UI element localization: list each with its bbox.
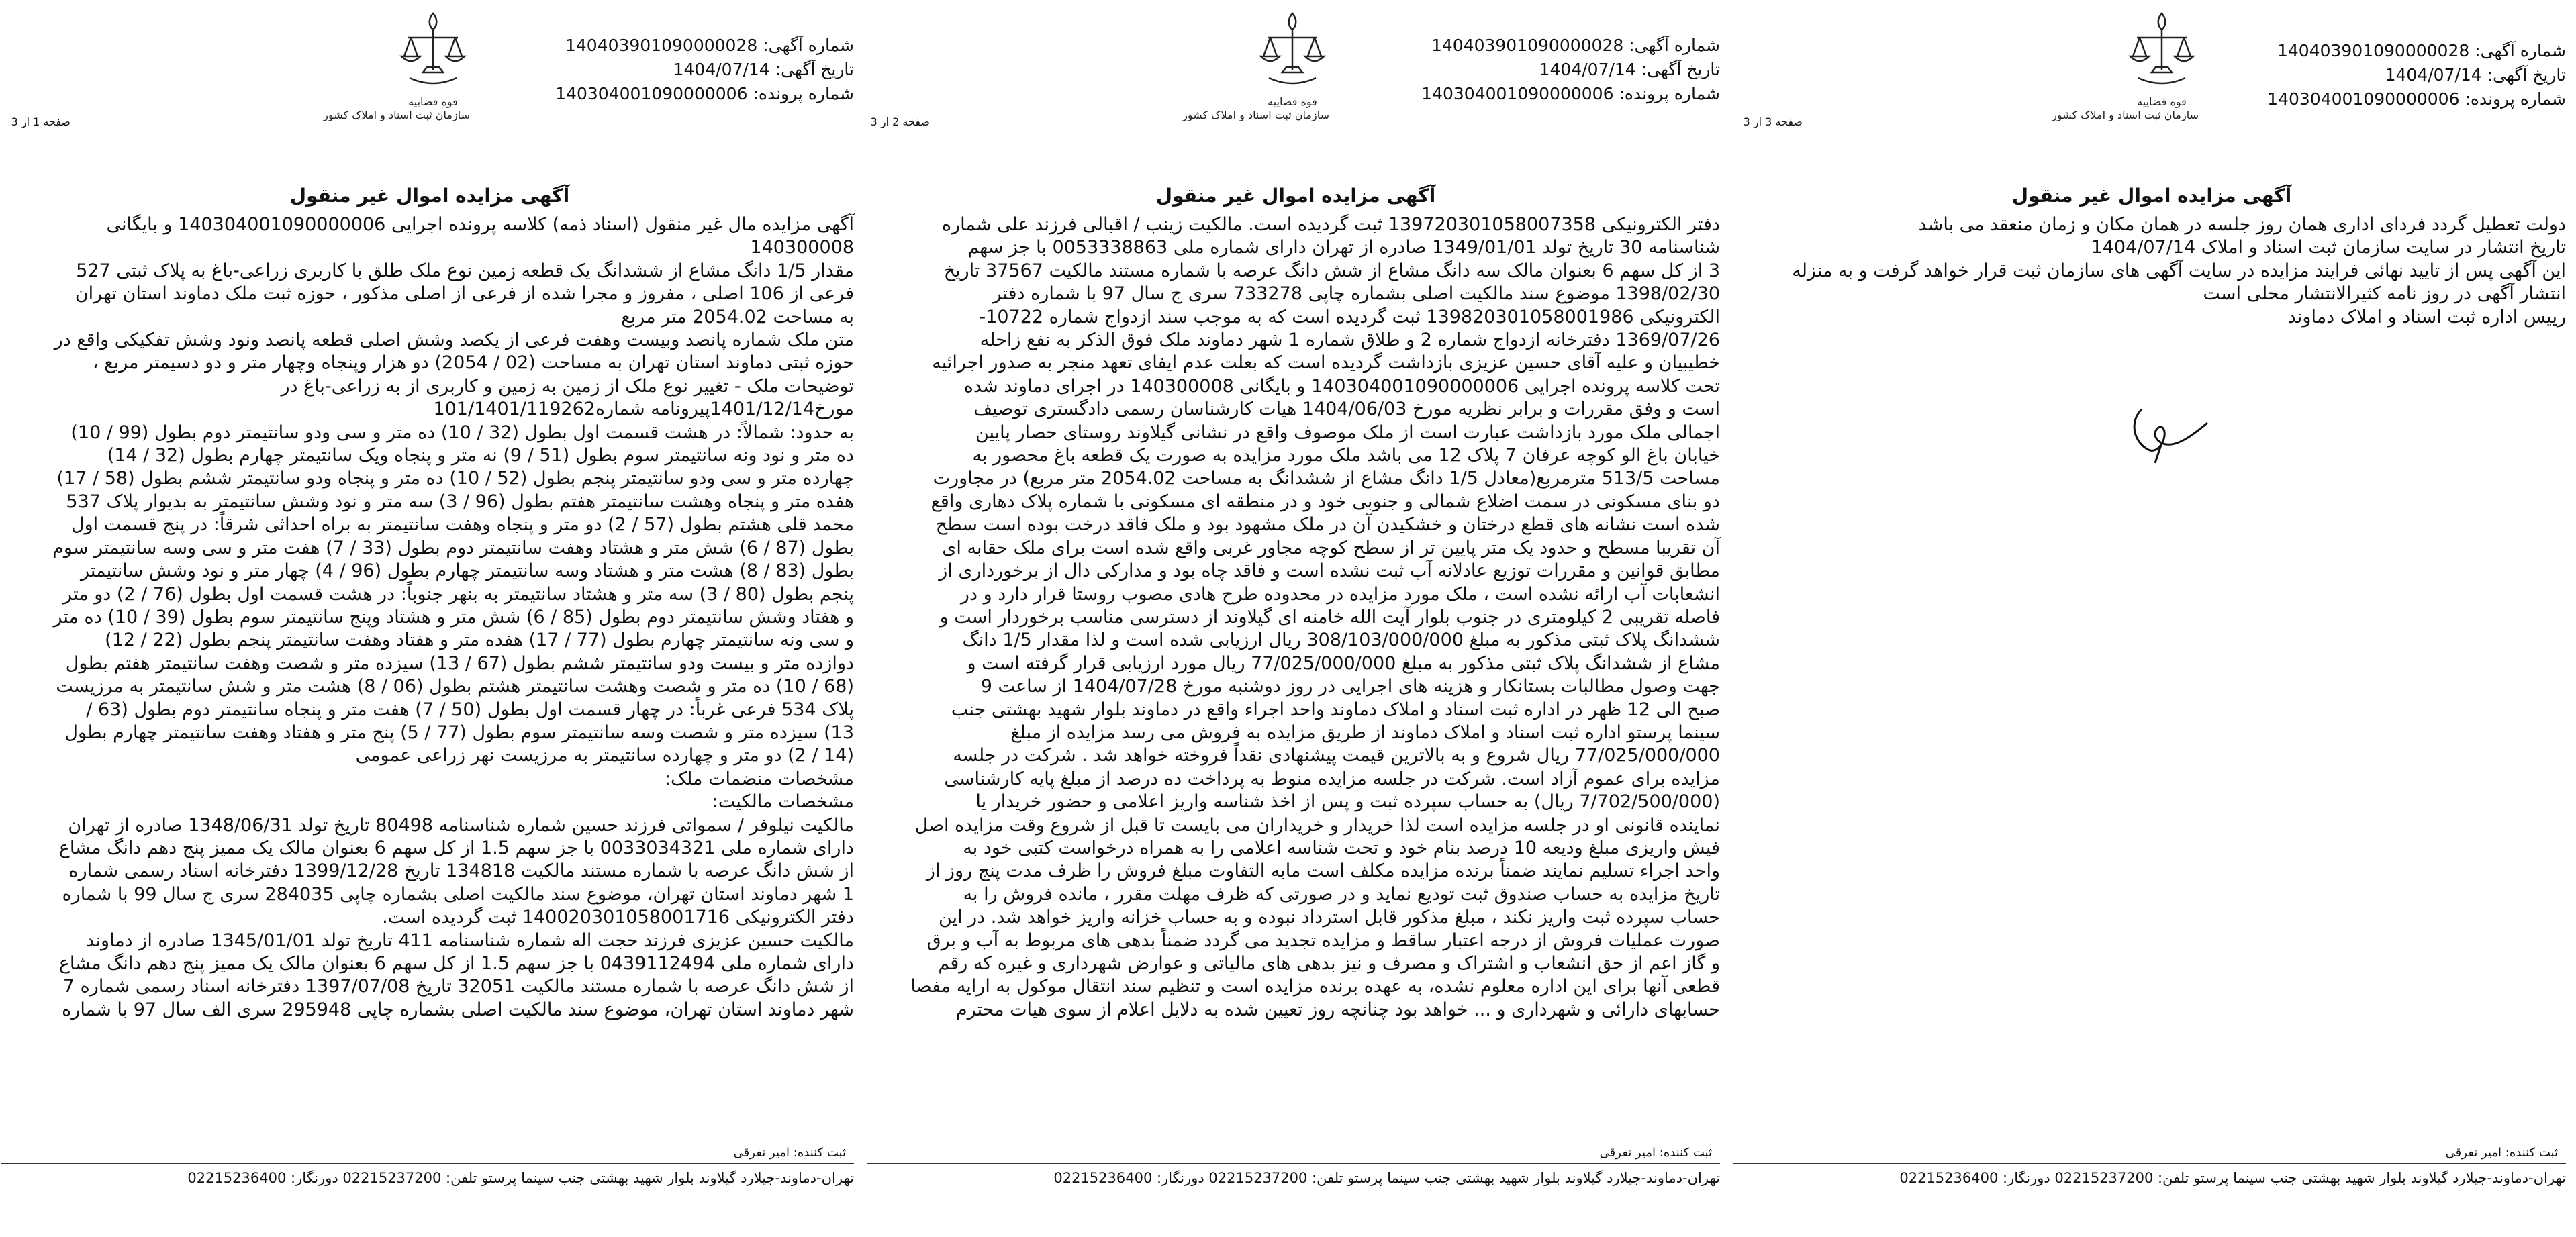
file-number-label: شماره پرونده: bbox=[1619, 84, 1720, 103]
body-line: حساب سپرده ثبت واریز نکند ، مبلغ مذکور قابل استرداد نبوده و به حساب خزانه واریز خواهد شد. در این bbox=[938, 907, 1720, 928]
page-number: صفحه 1 از 3 bbox=[11, 115, 70, 128]
body-line: نماینده قانونی او در جلسه مزایده است لذا خریدار و خریداران می بایست تا قبل از شروع وقت مزایده اصل bbox=[914, 814, 1720, 836]
file-number-label: شماره پرونده: bbox=[753, 84, 854, 103]
body-line: حسابهای دارائی و شهرداری و ... خواهد بود چنانچه روز تعیین شده به دلایل اعلام از سوی هیات محترم bbox=[955, 999, 1720, 1020]
notice-meta bbox=[2267, 39, 2566, 111]
body-line: خیابان باغ الو کوچه عرفان 7 پلاک 12 می باشد ملک مورد مزایده به صورت یک قطعه باغ محصور به bbox=[972, 445, 1720, 466]
body-line: (68 / 10) ده متر و شصت وهشت سانتیمتر هشتم بطول (06 / 8) هشت متر و شش سانتیمتر به مرزیست bbox=[56, 676, 854, 697]
ad-number: 140403901090000028 bbox=[565, 36, 758, 55]
notice-title: آگهی مزایده اموال غیر منقول bbox=[289, 185, 570, 207]
file-number: 140304001090000006 bbox=[555, 84, 748, 103]
judiciary-emblem bbox=[2052, 5, 2199, 126]
notice-body bbox=[8, 213, 854, 1022]
ad-date-label: تاریخ آگهی: bbox=[1641, 60, 1720, 79]
body-line: سینما پرستو اداره ثبت اسناد و املاک دماوند از طریق مزایده به فروش می رسد مزایده از مبلغ bbox=[1010, 722, 1720, 743]
footer-registrar: ثبت کننده: امیر تفرقی bbox=[2445, 1146, 2558, 1160]
body-line: مزایده برای عموم آزاد است. شرکت در جلسه مزایده منوط به پرداخت ده درصد از مبلغ پایه کارشناسی bbox=[944, 768, 1720, 789]
body-line: از شش دانگ عرصه با شماره مستند مالکیت 32051 تاریخ 1397/07/08 دفترخانه اسناد رسمی شماره 7 bbox=[62, 976, 854, 997]
body-line: از شش دانگ عرصه با شماره مستند مالکیت 134818 تاریخ 1399/12/28 دفترخانه اسناد رسمی شماره bbox=[68, 860, 854, 882]
ad-number-label: شماره آگهی: bbox=[763, 36, 854, 55]
ad-number: 140403901090000028 bbox=[2277, 41, 2470, 60]
body-line: بطول (87 / 6) شش متر و هشتاد وهفت سانتیمتر دوم بطول (33 / 7) هفت متر و سی وسه سانتیمتر سوم bbox=[52, 537, 854, 558]
ad-date: 1404/07/14 bbox=[1539, 60, 1636, 79]
body-line: شهر دماوند استان تهران، موضوع سند مالکیت اصلی بشماره چاپی 295948 سری الف سال 97 با شماره bbox=[62, 999, 854, 1020]
body-line: مشخصات منضمات ملک: bbox=[664, 768, 854, 789]
body-line: مورخ1401/12/14پیرونامه شماره101/1401/119262 bbox=[433, 399, 854, 420]
body-line: دولت تعطیل گردد فردای اداری همان روز جلسه در همان مکان و زمان منعقد می باشد bbox=[1918, 214, 2566, 235]
body-line: قطعی آنها برای این اداره معلوم نشده، به عهده برنده مزایده است و تنظیم سند انتقال موکول به ارایه مفصا bbox=[910, 976, 1720, 997]
scales-emblem-icon bbox=[1255, 5, 1329, 93]
body-line: صبح الی 12 ظهر در اداره ثبت اسناد و املاک دماوند واحد اجراء واقع در دماوند بلوار شهید بهشتی جنب bbox=[951, 699, 1720, 720]
body-line: جهت وصول مطالبات بستانکار و هزینه های اجرایی در روز دوشنبه مورخ 1404/07/28 از ساعت 9 bbox=[980, 676, 1720, 697]
body-line: 140300008 bbox=[750, 237, 854, 258]
body-line: هفده متر و پنجاه وهشت سانتیمتر هفتم بطول (96 / 3) سه متر و نود وشش سانتیمتر به بدیوار پلاک 537 bbox=[66, 491, 854, 512]
body-line: آگهی مزایده مال غیر منقول (اسناد ذمه) کلاسه پرونده اجرایی 140304001090000006 و بایگانی bbox=[106, 214, 854, 235]
body-line: متن ملک شماره پانصد وبیست وهفت فرعی از یکصد وشش اصلی قطعه پانصد ونود وشش تفکیکی واقع در bbox=[54, 330, 854, 351]
body-line: و سی ونه سانتیمتر چهارم بطول (77 / 17) هفده متر و هفتاد وهفت سانتیمتر پنجم بطول (22 / 12) bbox=[105, 630, 854, 651]
footer-address: تهران-دماوند-جیلارد گیلاوند بلوار شهید بهشتی جنب سینما پرستو تلفن: 02215237200 دورنگار: 02215236400 bbox=[1053, 1170, 1720, 1186]
scales-emblem-icon bbox=[2125, 5, 2199, 93]
body-line: تاریخ انتشار در سایت سازمان ثبت اسناد و املاک 1404/07/14 bbox=[2091, 237, 2566, 258]
body-line: 13) سیزده متر و شصت وسه سانتیمتر سوم بطول (77 / 5) پنج متر و هفتاد وهفت سانتیمتر چهارم بطول bbox=[64, 722, 854, 743]
body-line: 1398/02/30 موضوع سند مالکیت اصلی بشماره چاپی 733278 سری ج سال 97 با شماره دفتر bbox=[992, 283, 1720, 305]
notice-meta bbox=[555, 34, 854, 106]
body-line: بطول (83 / 8) هشت متر و هشتاد وسه سانتیمتر چهارم بطول (96 / 4) چهار متر و نود وشش سانتیمتر bbox=[80, 560, 854, 582]
body-line: 3 از کل سهم 6 بعنوان مالک سه دانگ مشاع از شش دانگ عرصه با شماره مستند مالکیت 37567 تاریخ bbox=[943, 260, 1720, 281]
body-line: واحد اجراء تسلیم نمایند ضمناً برنده مزایده مکلف است مابه التفاوت مبلغ فروش را ظرف مدت پنج روز از bbox=[926, 860, 1720, 882]
body-line: مشخصات مالکیت: bbox=[712, 791, 854, 813]
body-line: مقدار 1/5 دانگ مشاع از ششدانگ یک قطعه زمین نوع ملک طلق با کاربری زراعی-باغ به پلاک ثبتی 527 bbox=[76, 260, 854, 281]
emblem-subcaption: قوه قضاییه bbox=[2137, 95, 2187, 108]
notice-title: آگهی مزایده اموال غیر منقول bbox=[2011, 185, 2292, 207]
body-line: چهارده متر و سی ودو سانتیمتر پنجم بطول (52 / 10) ده متر و پنجاه ودو سانتیمتر ششم بطول (58 / 17) bbox=[56, 468, 854, 489]
body-line: پنجم بطول (80 / 3) سه متر و هشتاد سانتیمتر به بنهر جنوباً: در هشت قسمت اول بطول (76 / 2) دو متر bbox=[63, 583, 854, 605]
body-line: فرعی از 106 اصلی ، مفروز و مجرا شده از فرعی از اصلی مذکور ، حوزه ثبت ملک دماوند استان تهران bbox=[75, 283, 854, 305]
emblem-subcaption: قوه قضاییه bbox=[1268, 95, 1317, 108]
judiciary-emblem bbox=[323, 5, 470, 126]
footer-address: تهران-دماوند-جیلارد گیلاوند بلوار شهید بهشتی جنب سینما پرستو تلفن: 02215237200 دورنگار: 02215236400 bbox=[187, 1170, 854, 1186]
body-line: و گاز اعم از حق انشعاب و اشتراک و مصرف و نیز بدهی های مالیاتی و عوارض شهرداری و غیره که رقم bbox=[938, 953, 1720, 974]
body-line: مالکیت حسین عزیزی فرزند حجت اله شماره شناسنامه 411 تاریخ تولد 1345/01/01 صادره از دماوند bbox=[86, 930, 854, 951]
emblem-caption: سازمان ثبت اسناد و املاک کشور bbox=[323, 109, 470, 121]
body-line: به مساحت 2054.02 متر مربع bbox=[621, 306, 854, 328]
body-line: 1369/07/26 دفترخانه ازدواج شماره 2 و طلاق شماره 1 شهر دماوند ملک فوق الذکر به نفع زاحله bbox=[980, 330, 1720, 351]
page-number: صفحه 3 از 3 bbox=[1743, 115, 1803, 128]
judiciary-emblem bbox=[1182, 5, 1329, 126]
body-line: رییس اداره ثبت اسناد و املاک دماوند bbox=[2287, 306, 2566, 328]
emblem-caption: سازمان ثبت اسناد و املاک کشور bbox=[2052, 109, 2199, 121]
footer-registrar: ثبت کننده: امیر تفرقی bbox=[1599, 1146, 1712, 1160]
notice-page-3 bbox=[1732, 0, 2571, 1237]
notice-body bbox=[1740, 213, 2566, 329]
body-line: دفتر الکترونیکی 139720301058007358 ثبت گردیده است. مالکیت زینب / اقبالی فرزند علی شماره bbox=[941, 214, 1720, 235]
ad-number-label: شماره آگهی: bbox=[2475, 41, 2566, 60]
footer-divider bbox=[1, 1163, 854, 1164]
body-line: به حدود: شمالاً: در هشت قسمت اول بطول (32 / 10) ده متر و سی ودو سانتیمتر دوم بطول (99 / 10) bbox=[70, 422, 854, 443]
body-line: مالکیت نیلوفر / سمواتی فرزند حسین شماره شناسنامه 80498 تاریخ تولد 1348/06/31 صادره از تهران bbox=[68, 814, 854, 836]
notice-page-2 bbox=[866, 0, 1725, 1237]
body-line: دوازده متر و بیست ودو سانتیمتر ششم بطول (67 / 13) سیزده متر و شصت وهفت سانتیمتر هفتم بطول bbox=[65, 652, 854, 674]
body-line: دارای شماره ملی 0033034321 با جز سهم 1.5 از کل سهم 6 بعنوان مالک یک ممیز پنج دهم دانگ مشاع bbox=[58, 837, 854, 858]
body-line: فاصله تقریبی 2 کیلومتری در جنوب بلوار آیت الله خامنه ای گیلاوند از دسترسی مناسب برخوردار است و bbox=[939, 606, 1720, 628]
notice-page-1 bbox=[0, 0, 859, 1237]
body-line: محمد قلی هشتم بطول (57 / 2) دو متر و پنجاه وهفت سانتیمتر به براه احداثی شرقاً: در پنج قسمت اول bbox=[70, 514, 854, 536]
body-line: شناسنامه 30 تاریخ تولد 1349/01/01 صادره از تهران دارای شماره ملی 0053338863 با جز سهم bbox=[967, 237, 1720, 258]
body-line: 1 شهر دماوند استان تهران، موضوع سند مالکیت اصلی بشماره چاپی 284035 سری ج سال 99 با شماره bbox=[62, 883, 854, 905]
ad-date: 1404/07/14 bbox=[2385, 65, 2482, 85]
notice-title: آگهی مزایده اموال غیر منقول bbox=[1155, 185, 1436, 207]
emblem-subcaption: قوه قضاییه bbox=[408, 95, 458, 108]
body-line: دفتر الکترونیکی 140020301058001716 ثبت گردیده است. bbox=[382, 907, 854, 928]
body-line: تحت کلاسه پرونده اجرایی 140304001090000006 و بایگانی 140300008 در اجرای دماوند شده bbox=[963, 375, 1720, 397]
body-line: توضیحات ملک - تغییر نوع ملک از زمین به زمین و کاربری از به زراعی-باغ در bbox=[281, 375, 854, 397]
file-number-label: شماره پرونده: bbox=[2465, 89, 2566, 109]
body-line: و هفتاد وشش سانتیمتر دوم بطول (85 / 6) شش متر و هشتاد وپنج سانتیمتر سوم بطول (39 / 10) ده متر bbox=[53, 606, 854, 628]
body-line: حوزه ثبتی دماوند استان تهران به مساحت (02 / 2054) دو هزار وپنجاه وچهار متر و دو دسیمتر مربع ، bbox=[92, 352, 854, 374]
file-number: 140304001090000006 bbox=[2267, 89, 2460, 109]
footer-divider bbox=[867, 1163, 1720, 1164]
footer-divider bbox=[1733, 1163, 2566, 1164]
page-number: صفحه 2 از 3 bbox=[870, 115, 930, 128]
notice-meta bbox=[1421, 34, 1720, 106]
body-line: ده متر و نود ونه سانتیمتر سوم بطول (51 / 9) نه متر و پنجاه ویک سانتیمتر چهارم بطول (32 / 14) bbox=[107, 445, 854, 466]
body-line: ششدانگ پلاک ثبتی مذکور به مبلغ 308/103/000/000 ریال ارزیابی شده است و لذا مقدار 1/5 دانگ bbox=[962, 630, 1720, 651]
ad-number-label: شماره آگهی: bbox=[1629, 36, 1720, 55]
body-line: انشعابات آب ارائه نشده است ، ملک مورد مزایده در محدوده طرح هادی مصوب روستا قرار دارد و در bbox=[960, 583, 1720, 605]
body-line: مشاع از ششدانگ پلاک ثبتی مذکور به مبلغ 77/025/000/000 ریال مورد ارزیابی قرار گرفته است و bbox=[967, 652, 1720, 674]
footer-address: تهران-دماوند-جیلارد گیلاوند بلوار شهید بهشتی جنب سینما پرستو تلفن: 02215237200 دورنگار: 02215236400 bbox=[1899, 1170, 2566, 1186]
body-line: دو بنای مسکونی در سمت اضلاع شمالی و جنوبی خود و در منطقه ای مسکونی با شماره پلاک دهاری واقع bbox=[931, 491, 1720, 512]
ad-number: 140403901090000028 bbox=[1431, 36, 1624, 55]
body-line: مطابق قوانین و مقررات توزیع عادلانه آب ثبت نشده است و فاقد چاه بود و مدارکی دال از برخورداری از bbox=[939, 560, 1720, 582]
body-line: 77/025/000/000 ریال شروع و به بالاترین قیمت پیشنهادی نقداً فروخته خواهد شد . شرکت در جلسه bbox=[953, 745, 1720, 766]
file-number: 140304001090000006 bbox=[1421, 84, 1614, 103]
body-line: آن تقریبا مسطح و حدود یک متر پایین تر از سطح کوچه مجاور غربی واقع شده است برای ملک حقابه ای bbox=[942, 537, 1720, 558]
scales-emblem-icon bbox=[396, 5, 470, 93]
body-line: خطیبیان و علیه آقای حسین عزیزی بازداشت گردیده است که بعلت عدم ایفای تعهد منجر به صدور اجرائیه bbox=[932, 352, 1720, 374]
body-line: الکترونیکی 139820301058001986 ثبت گردیده است که به موجب سند ازدواج شماره 10722- bbox=[979, 306, 1720, 328]
body-line: فیش واریزی مبلغ ودیعه 10 درصد بنام خود و تحت شناسه اعلامی را به همراه درخواست کتبی خود به bbox=[963, 837, 1720, 858]
body-line: دارای شماره ملی 0439112494 با جز سهم 1.5 از کل سهم 6 بعنوان مالک یک ممیز پنج دهم دانگ مشاع bbox=[58, 953, 854, 974]
signature-icon bbox=[2121, 396, 2215, 470]
body-line: اجمالی ملک مورد بازداشت عبارت است از ملک موصوف واقع در نشانی گیلاوند روستای حصار پایین bbox=[975, 422, 1720, 443]
body-line: است و وفق مقررات و برابر نظریه مورخ 1404/06/03 هیات کارشناسان رسمی دادگستری توصیف bbox=[973, 399, 1720, 420]
body-line: پلاک 534 فرعی غرباً: در چهار قسمت اول بطول (50 / 7) هفت متر و پنجاه سانتیمتر دوم بطول (63 / bbox=[86, 699, 854, 720]
body-line: تاریخ مزایده به حساب صندوق ثبت تودیع نماید و در صورتی که ظرف مهلت مقرر ، مانده فروش را به bbox=[963, 883, 1720, 905]
body-line: شده است نشانه های قطع درختان و خشکیدن آن در ملک مشهود بود و ملک فاقد درخت بوده است سطح bbox=[935, 514, 1720, 536]
ad-date-label: تاریخ آگهی: bbox=[775, 60, 854, 79]
body-line: صورت عملیات فروش از درجه اعتبار ساقط و مزایده تجدید می گردد ضمناً بدهی های مربوط به آب و برق bbox=[926, 930, 1720, 951]
body-line: این آگهی پس از تایید نهائی فرایند مزایده در سایت آگهی های سازمان ثبت قرار خواهد گرفت و به منزله bbox=[1792, 260, 2566, 281]
emblem-caption: سازمان ثبت اسناد و املاک کشور bbox=[1182, 109, 1329, 121]
body-line: (14 / 2) دو متر و چهارده سانتیمتر به مرزیست نهر زراعی عمومی bbox=[355, 745, 854, 766]
ad-date: 1404/07/14 bbox=[673, 60, 770, 79]
footer-registrar: ثبت کننده: امیر تفرقی bbox=[733, 1146, 846, 1160]
body-line: (7/702/500/000 ریال) به حساب سپرده ثبت و پس از اخذ شناسه واریز اعلامی و حضور خریدار یا bbox=[975, 791, 1720, 813]
body-line: انتشار آگهی در روز نامه کثیرالانتشار محلی است bbox=[2203, 283, 2566, 305]
ad-date-label: تاریخ آگهی: bbox=[2487, 65, 2566, 85]
notice-body bbox=[874, 213, 1720, 1022]
body-line: مساحت 513/5 مترمربع(معادل 1/5 دانگ مشاع از ششدانگ به مساحت 2054.02 متر مربع) در مجاورت bbox=[933, 468, 1720, 489]
